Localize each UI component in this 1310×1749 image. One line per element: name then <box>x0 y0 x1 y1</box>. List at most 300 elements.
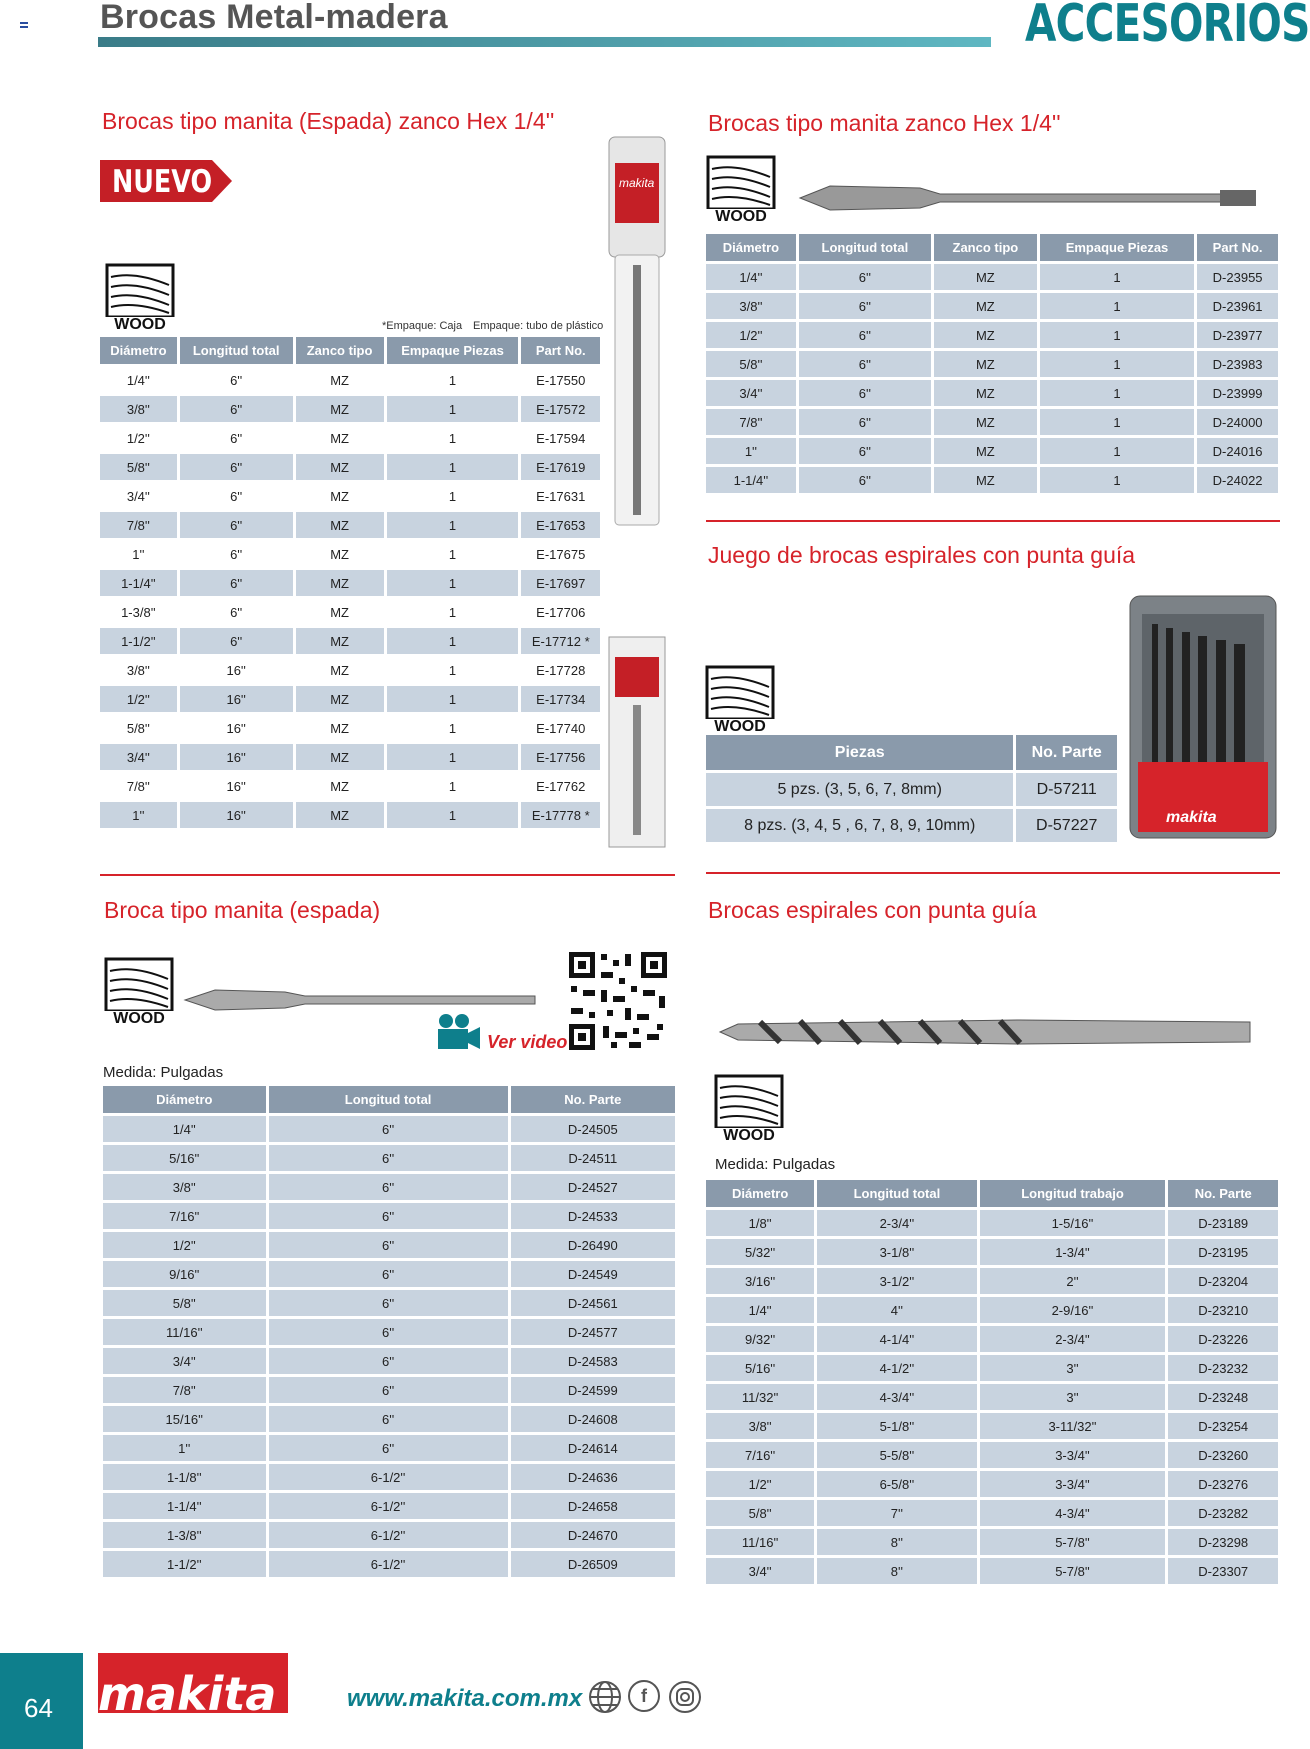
table-cell: D-23254 <box>1168 1413 1278 1439</box>
table-cell: MZ <box>296 686 384 712</box>
table-row <box>100 367 600 393</box>
table-cell: 6'' <box>799 438 931 464</box>
table-cell: MZ <box>934 264 1037 290</box>
table-cell: 11/16'' <box>103 1319 266 1345</box>
table-cell: MZ <box>296 454 384 480</box>
table-cell: 3/4'' <box>706 1558 814 1584</box>
svg-text:makita: makita <box>1166 809 1217 826</box>
table-header-row <box>706 735 1117 770</box>
table-cell: MZ <box>296 802 384 828</box>
table-cell: D-23282 <box>1168 1500 1278 1526</box>
table-cell: D-24658 <box>511 1493 675 1519</box>
section-title-manita-hex: Brocas tipo manita zanco Hex 1/4'' <box>708 110 1061 136</box>
table-cell: MZ <box>296 483 384 509</box>
table-cell: 8'' <box>817 1529 976 1555</box>
table-cell: 16'' <box>180 715 293 741</box>
page-title: Brocas Metal-madera <box>100 0 448 36</box>
table-cell: 1/4'' <box>100 367 177 393</box>
table-cell: 1 <box>387 483 519 509</box>
table-cell: 5-1/8'' <box>817 1413 976 1439</box>
wood-icon: WOOD <box>104 957 174 1027</box>
table-cell: 3/4'' <box>100 744 177 770</box>
svg-text:makita: makita <box>98 1667 277 1721</box>
table-cell: 3-3/4'' <box>980 1442 1166 1468</box>
table-cell: 6'' <box>269 1319 508 1345</box>
table-cell: 1-1/4'' <box>103 1493 266 1519</box>
table-cell: 7/8'' <box>100 512 177 538</box>
table-row <box>103 1435 675 1461</box>
divider <box>100 874 675 876</box>
table-cell: 6'' <box>799 322 931 348</box>
table-cell: 1-3/4'' <box>980 1239 1166 1265</box>
table-row <box>706 1355 1278 1381</box>
table-row <box>706 1384 1278 1410</box>
column-header: Longitud total <box>269 1086 508 1113</box>
column-header: Longitud total <box>799 234 931 261</box>
table-cell: 1'' <box>706 438 796 464</box>
table-cell: D-23204 <box>1168 1268 1278 1294</box>
table-cell: 1 <box>387 802 519 828</box>
table-row <box>706 809 1117 842</box>
table-cell: 6'' <box>799 409 931 435</box>
table-row <box>706 1471 1278 1497</box>
table-row <box>103 1290 675 1316</box>
table-row <box>100 686 600 712</box>
table-cell: D-23961 <box>1197 293 1278 319</box>
table-cell: MZ <box>934 409 1037 435</box>
table-cell: D-24511 <box>511 1145 675 1171</box>
table-cell: 6'' <box>269 1435 508 1461</box>
drill-bit-box-image <box>607 635 669 850</box>
table-cell: 3/4'' <box>100 483 177 509</box>
section-title-juego-espirales: Juego de brocas espirales con punta guía <box>708 542 1136 568</box>
table-cell: 3/8'' <box>706 293 796 319</box>
table-cell: D-23248 <box>1168 1384 1278 1410</box>
table-cell: E-17631 <box>521 483 600 509</box>
divider <box>706 872 1280 874</box>
table-cell: 1 <box>387 686 519 712</box>
table-cell: 1-1/8'' <box>103 1464 266 1490</box>
table-cell: 6'' <box>180 599 293 625</box>
table-row <box>706 467 1278 493</box>
table-cell: D-23983 <box>1197 351 1278 377</box>
table-cell: 6-1/2'' <box>269 1493 508 1519</box>
wood-icon: WOOD <box>705 665 775 735</box>
table-cell: 5/8'' <box>103 1290 266 1316</box>
table-cell: E-17734 <box>521 686 600 712</box>
table-row <box>100 483 600 509</box>
table-cell: D-26490 <box>511 1232 675 1258</box>
table-cell: D-24016 <box>1197 438 1278 464</box>
spade-bit-image <box>185 982 540 1018</box>
table-cell: MZ <box>934 351 1037 377</box>
table-cell: 6-1/2'' <box>269 1551 508 1577</box>
table-row <box>100 744 600 770</box>
table-row <box>706 1268 1278 1294</box>
table-cell: 6'' <box>799 467 931 493</box>
table-cell: E-17712 * <box>521 628 600 654</box>
table-cell: E-17740 <box>521 715 600 741</box>
website-link[interactable]: www.makita.com.mx <box>347 1685 583 1712</box>
table-cell: 6'' <box>269 1377 508 1403</box>
table-row <box>100 628 600 654</box>
table-cell: 6-1/2'' <box>269 1464 508 1490</box>
table-cell: E-17762 <box>521 773 600 799</box>
table-cell: 1 <box>387 715 519 741</box>
table-cell: 11/16'' <box>706 1529 814 1555</box>
table-cell: 6'' <box>180 425 293 451</box>
table-cell: E-17619 <box>521 454 600 480</box>
table-row <box>103 1203 675 1229</box>
table-cell: D-24533 <box>511 1203 675 1229</box>
table-cell: 1-5/16'' <box>980 1210 1166 1236</box>
table-cell: MZ <box>296 367 384 393</box>
table-cell: 4-3/4'' <box>817 1384 976 1410</box>
table-cell: 7/8'' <box>706 409 796 435</box>
table-cell: 1 <box>1040 264 1194 290</box>
table-cell: D-26509 <box>511 1551 675 1577</box>
table-cell: 6'' <box>269 1406 508 1432</box>
table-cell: 7/16'' <box>103 1203 266 1229</box>
table-cell: 2-3/4'' <box>817 1210 976 1236</box>
svg-text:makita: makita <box>619 176 655 190</box>
table-cell: 1 <box>1040 322 1194 348</box>
table-espada-hex <box>97 334 603 831</box>
table-cell: 1 <box>387 367 519 393</box>
table-cell: E-17756 <box>521 744 600 770</box>
table-cell: 6'' <box>180 483 293 509</box>
table-cell: MZ <box>296 541 384 567</box>
divider <box>706 520 1280 522</box>
column-header: Longitud total <box>180 337 293 364</box>
column-header: Longitud total <box>817 1180 976 1207</box>
table-cell: MZ <box>296 570 384 596</box>
table-row <box>706 409 1278 435</box>
table-cell: MZ <box>934 438 1037 464</box>
page-number: 64 <box>24 1693 53 1723</box>
table-cell: D-24577 <box>511 1319 675 1345</box>
table-cell: 1 <box>387 599 519 625</box>
table-row <box>706 1239 1278 1265</box>
table-cell: 1 <box>387 541 519 567</box>
video-camera-icon[interactable] <box>436 1013 482 1051</box>
drill-set-case-image <box>1128 594 1280 842</box>
table-cell: 1 <box>1040 467 1194 493</box>
table-cell: 3/8'' <box>100 396 177 422</box>
table-cell: 5/32'' <box>706 1239 814 1265</box>
wood-icon: WOOD <box>714 1074 784 1144</box>
table-cell: 7/8'' <box>103 1377 266 1403</box>
table-cell: 3/4'' <box>706 380 796 406</box>
table-cell: 1/2'' <box>706 322 796 348</box>
table-cell: 6'' <box>269 1116 508 1142</box>
table-row <box>706 1326 1278 1352</box>
table-cell: 3/8'' <box>706 1413 814 1439</box>
table-cell: E-17675 <box>521 541 600 567</box>
table-cell: D-24549 <box>511 1261 675 1287</box>
table-cell: 6'' <box>269 1174 508 1200</box>
table-row <box>103 1406 675 1432</box>
table-cell: 6'' <box>180 628 293 654</box>
table-row <box>100 715 600 741</box>
table-cell: 1-1/4'' <box>706 467 796 493</box>
column-header: Diámetro <box>706 234 796 261</box>
table-cell: 7/8'' <box>100 773 177 799</box>
table-cell: 16'' <box>180 744 293 770</box>
table-cell: 1/4'' <box>706 1297 814 1323</box>
flag-icon <box>20 22 28 28</box>
table-row <box>103 1116 675 1142</box>
table-cell: 3-11/32'' <box>980 1413 1166 1439</box>
medida-label: Medida: Pulgadas <box>103 1064 224 1081</box>
table-cell: D-23276 <box>1168 1471 1278 1497</box>
table-cell: E-17594 <box>521 425 600 451</box>
table-cell: 5/16'' <box>103 1145 266 1171</box>
table-header-row <box>103 1086 675 1113</box>
table-row <box>706 351 1278 377</box>
table-row <box>103 1174 675 1200</box>
table-cell: D-24561 <box>511 1290 675 1316</box>
table-cell: MZ <box>296 715 384 741</box>
medida-label: Medida: Pulgadas <box>715 1156 836 1173</box>
table-cell: 1'' <box>103 1435 266 1461</box>
table-cell: D-24608 <box>511 1406 675 1432</box>
table-row <box>706 773 1117 806</box>
column-header: No. Parte <box>511 1086 675 1113</box>
table-cell: 6'' <box>180 512 293 538</box>
qr-code[interactable] <box>567 950 669 1052</box>
table-cell: 3-1/2'' <box>817 1268 976 1294</box>
table-cell: D-23298 <box>1168 1529 1278 1555</box>
table-cell: 1 <box>387 396 519 422</box>
table-cell: MZ <box>296 396 384 422</box>
table-cell: 1 <box>387 628 519 654</box>
table-cell: 1 <box>387 570 519 596</box>
table-cell: 6'' <box>799 351 931 377</box>
table-cell: 1/4'' <box>103 1116 266 1142</box>
table-cell: 1/2'' <box>103 1232 266 1258</box>
table-row <box>706 438 1278 464</box>
table-cell: 6'' <box>799 380 931 406</box>
table-cell: 3/8'' <box>100 657 177 683</box>
table-cell: 3/16'' <box>706 1268 814 1294</box>
column-header: Empaque Piezas <box>387 337 519 364</box>
table-row <box>706 322 1278 348</box>
table-cell: 1-1/2'' <box>103 1551 266 1577</box>
table-cell: 16'' <box>180 686 293 712</box>
table-cell: D-23307 <box>1168 1558 1278 1584</box>
column-header: Empaque Piezas <box>1040 234 1194 261</box>
table-cell: E-17728 <box>521 657 600 683</box>
table-cell: 1 <box>387 744 519 770</box>
wood-icon: WOOD <box>105 263 175 333</box>
table-cell: 2'' <box>980 1268 1166 1294</box>
table-row <box>100 454 600 480</box>
table-row <box>103 1348 675 1374</box>
table-cell: 1 <box>1040 380 1194 406</box>
table-cell: D-57227 <box>1016 809 1117 842</box>
table-cell: 3/4'' <box>103 1348 266 1374</box>
table-cell: E-17653 <box>521 512 600 538</box>
table-row <box>706 1297 1278 1323</box>
instagram-icon[interactable] <box>668 1680 702 1714</box>
table-cell: 6'' <box>269 1203 508 1229</box>
table-row <box>100 773 600 799</box>
column-header: No. Parte <box>1016 735 1117 770</box>
table-cell: 6'' <box>269 1290 508 1316</box>
makita-logo <box>98 1653 288 1721</box>
table-cell: 2-3/4'' <box>980 1326 1166 1352</box>
table-cell: D-23999 <box>1197 380 1278 406</box>
column-header: Longitud trabajo <box>980 1180 1166 1207</box>
table-cell: 15/16'' <box>103 1406 266 1432</box>
table-row <box>100 512 600 538</box>
table-juego-espirales <box>703 732 1120 845</box>
table-cell: 1-3/8'' <box>100 599 177 625</box>
title-underline <box>98 37 991 47</box>
table-cell: D-24614 <box>511 1435 675 1461</box>
table-cell: D-23955 <box>1197 264 1278 290</box>
table-row <box>706 1558 1278 1584</box>
table-cell: MZ <box>296 512 384 538</box>
table-row <box>103 1319 675 1345</box>
table-cell: MZ <box>934 380 1037 406</box>
table-cell: MZ <box>296 657 384 683</box>
table-row <box>100 802 600 828</box>
table-header-row <box>100 337 600 364</box>
table-row <box>103 1145 675 1171</box>
table-cell: 4'' <box>817 1297 976 1323</box>
table-cell: 3-3/4'' <box>980 1471 1166 1497</box>
table-row <box>100 541 600 567</box>
table-row <box>706 1413 1278 1439</box>
table-cell: D-23232 <box>1168 1355 1278 1381</box>
note-caja: *Empaque: Caja <box>382 320 463 332</box>
table-row <box>706 380 1278 406</box>
table-cell: 7'' <box>817 1500 976 1526</box>
wood-icon: WOOD <box>706 155 776 225</box>
table-cell: 1 <box>1040 293 1194 319</box>
table-cell: 4-1/4'' <box>817 1326 976 1352</box>
table-manita-hex <box>703 231 1281 496</box>
table-cell: 1'' <box>100 541 177 567</box>
table-cell: D-24000 <box>1197 409 1278 435</box>
spade-bit-image <box>800 178 1260 218</box>
globe-icon[interactable] <box>588 1680 622 1714</box>
ver-video-link[interactable]: Ver video <box>487 1032 568 1052</box>
table-cell: 6'' <box>269 1348 508 1374</box>
table-row <box>103 1232 675 1258</box>
table-cell: 7/16'' <box>706 1442 814 1468</box>
table-cell: 2-9/16'' <box>980 1297 1166 1323</box>
section-title-espada-hex: Brocas tipo manita (Espada) zanco Hex 1/4'' <box>102 108 555 134</box>
table-cell: 6-1/2'' <box>269 1522 508 1548</box>
column-header: Zanco tipo <box>296 337 384 364</box>
table-cell: 4-1/2'' <box>817 1355 976 1381</box>
table-cell: 5/16'' <box>706 1355 814 1381</box>
table-cell: 16'' <box>180 657 293 683</box>
table-cell: 1'' <box>100 802 177 828</box>
table-cell: MZ <box>934 322 1037 348</box>
table-cell: D-24670 <box>511 1522 675 1548</box>
section-title-broca-manita: Broca tipo manita (espada) <box>104 897 381 923</box>
column-header: Diámetro <box>103 1086 266 1113</box>
table-cell: MZ <box>296 628 384 654</box>
table-row <box>100 599 600 625</box>
table-cell: 3/8'' <box>103 1174 266 1200</box>
column-header: Part No. <box>1197 234 1278 261</box>
table-cell: 8'' <box>817 1558 976 1584</box>
section-title-brocas-espirales: Brocas espirales con punta guía <box>708 897 1037 923</box>
table-cell: MZ <box>934 467 1037 493</box>
table-cell: D-57211 <box>1016 773 1117 806</box>
table-cell: 1-1/4'' <box>100 570 177 596</box>
table-cell: 6'' <box>269 1261 508 1287</box>
table-cell: 9/32'' <box>706 1326 814 1352</box>
table-cell: MZ <box>296 425 384 451</box>
table-row <box>100 657 600 683</box>
table-cell: 1-1/2'' <box>100 628 177 654</box>
nuevo-badge: NUEVO <box>100 160 232 202</box>
table-cell: 5 pzs. (3, 5, 6, 7, 8mm) <box>706 773 1013 806</box>
table-cell: D-23977 <box>1197 322 1278 348</box>
table-cell: 3'' <box>980 1384 1166 1410</box>
table-row <box>706 1500 1278 1526</box>
column-header: Piezas <box>706 735 1013 770</box>
table-row <box>103 1551 675 1577</box>
table-cell: 6'' <box>180 367 293 393</box>
table-cell: D-24636 <box>511 1464 675 1490</box>
column-header: Diámetro <box>100 337 177 364</box>
table-cell: 1/8'' <box>706 1210 814 1236</box>
column-header: Diámetro <box>706 1180 814 1207</box>
table-cell: 1 <box>1040 351 1194 377</box>
table-row <box>103 1464 675 1490</box>
table-row <box>100 570 600 596</box>
column-header: Zanco tipo <box>934 234 1037 261</box>
table-row <box>103 1377 675 1403</box>
table-cell: D-23210 <box>1168 1297 1278 1323</box>
table-cell: 5/8'' <box>100 454 177 480</box>
table-cell: 1 <box>1040 409 1194 435</box>
section-name: ACCESORIOS <box>1025 0 1310 54</box>
table-cell: 1/2'' <box>100 425 177 451</box>
table-cell: 1 <box>387 657 519 683</box>
table-cell: 6-5/8'' <box>817 1471 976 1497</box>
column-header: Part No. <box>521 337 600 364</box>
table-cell: 1 <box>387 773 519 799</box>
table-cell: 5-7/8'' <box>980 1558 1166 1584</box>
note-tubo: Empaque: tubo de plástico <box>473 320 604 332</box>
table-cell: 5-5/8'' <box>817 1442 976 1468</box>
table-cell: D-23226 <box>1168 1326 1278 1352</box>
table-row <box>706 1529 1278 1555</box>
table-cell: 6'' <box>180 454 293 480</box>
table-cell: E-17697 <box>521 570 600 596</box>
column-header: No. Parte <box>1168 1180 1278 1207</box>
table-row <box>706 293 1278 319</box>
table-broca-manita <box>100 1083 678 1580</box>
table-row <box>103 1522 675 1548</box>
drill-bit-package-image <box>605 135 670 530</box>
facebook-icon[interactable]: f <box>628 1680 660 1712</box>
table-cell: 1 <box>387 454 519 480</box>
table-cell: 3-1/8'' <box>817 1239 976 1265</box>
table-cell: 16'' <box>180 773 293 799</box>
table-cell: 5/8'' <box>706 351 796 377</box>
table-cell: MZ <box>296 773 384 799</box>
table-row <box>706 1210 1278 1236</box>
